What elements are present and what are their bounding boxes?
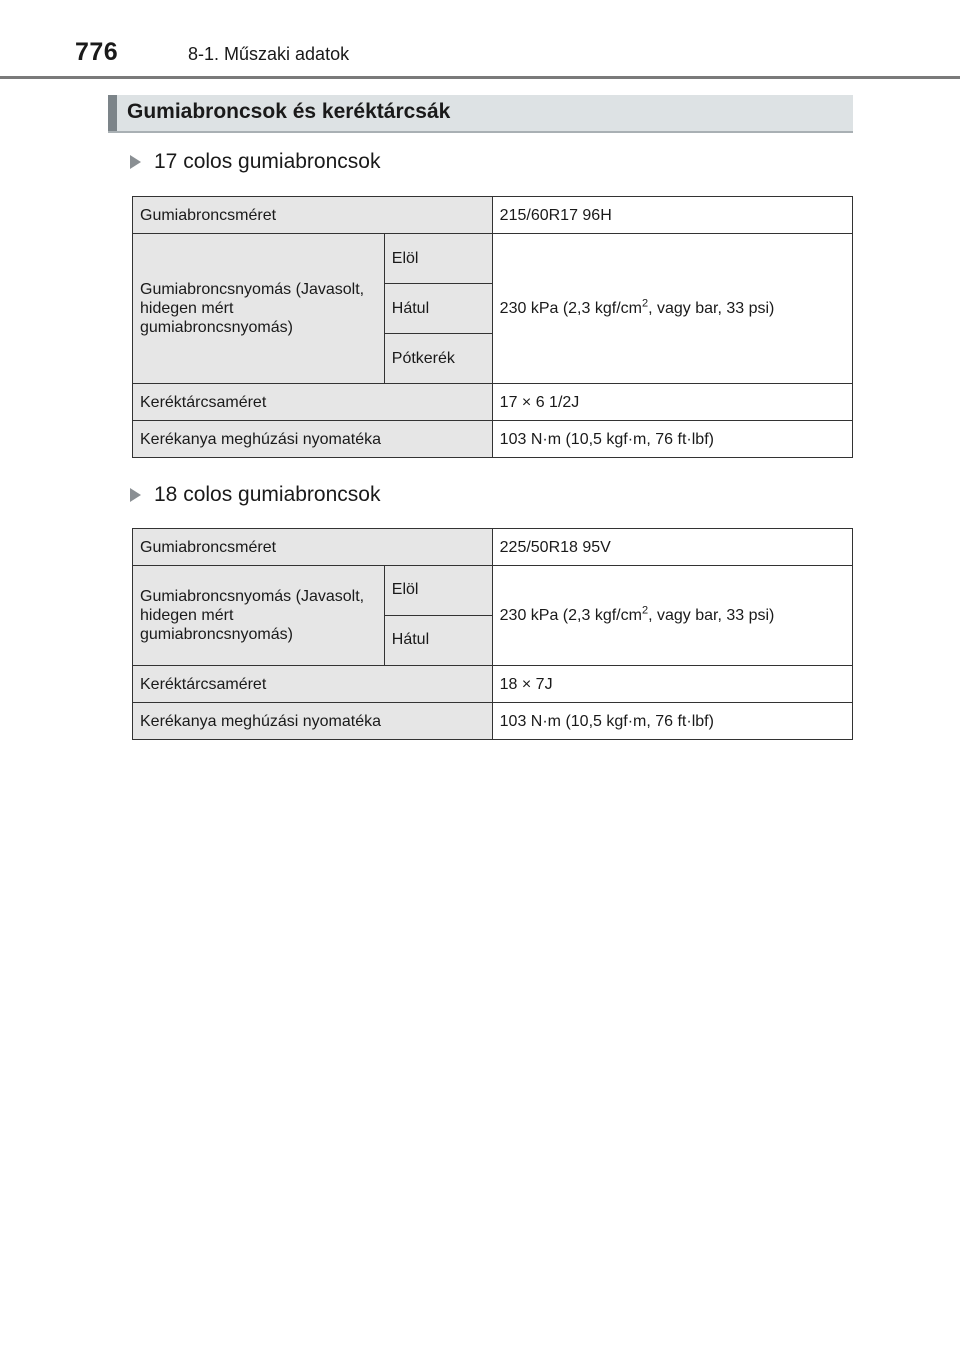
subheading-18-inch — [130, 483, 380, 507]
tire-size-label: Gumiabroncsméret — [133, 197, 493, 234]
section-title-bar — [108, 95, 853, 133]
tire-spec-table-18-inch — [132, 528, 853, 740]
section-reference: 8-1. Műszaki adatok — [188, 44, 350, 64]
wheel-size-value: 17 × 6 1/2J — [492, 384, 852, 421]
section-title: Gumiabroncsok és keréktárcsák — [127, 100, 451, 123]
pressure-value-exponent: 2 — [641, 604, 649, 617]
spare-label: Pótkerék — [384, 334, 492, 384]
page-number: 776 — [75, 38, 119, 66]
lug-nut-torque-label: Kerékanya meghúzási nyomatéka — [133, 703, 493, 740]
table-row — [133, 384, 853, 421]
rear-label: Hátul — [384, 616, 492, 666]
tire-pressure-label: Gumiabroncsnyomás (Javasolt, hidegen mért gumiabroncsnyomás) — [133, 234, 385, 384]
subheading-17-inch — [130, 150, 380, 174]
table-row — [133, 666, 853, 703]
front-label: Elöl — [384, 566, 492, 616]
table-row — [133, 234, 853, 284]
lug-nut-torque-label: Kerékanya meghúzási nyomatéka — [133, 421, 493, 458]
lug-nut-torque-value: 103 N·m (10,5 kgf·m, 76 ft·lbf) — [492, 703, 852, 740]
table-row — [133, 421, 853, 458]
front-label: Elöl — [384, 234, 492, 284]
subheading-18-inch-text: 18 colos gumiabroncsok — [154, 483, 381, 506]
wheel-size-value: 18 × 7J — [492, 666, 852, 703]
tire-pressure-value — [492, 234, 852, 384]
lug-nut-torque-value: 103 N·m (10,5 kgf·m, 76 ft·lbf) — [492, 421, 852, 458]
table-row — [133, 529, 853, 566]
rear-label: Hátul — [384, 284, 492, 334]
pressure-value-main: 230 kPa (2,3 kgf/cm — [499, 607, 642, 624]
pressure-value-rest: , vagy bar, 33 psi) — [648, 607, 775, 624]
pressure-value-exponent: 2 — [641, 297, 649, 310]
pressure-value-main: 230 kPa (2,3 kgf/cm — [499, 300, 642, 317]
tire-size-label: Gumiabroncsméret — [133, 529, 493, 566]
wheel-size-label: Keréktárcsaméret — [133, 666, 493, 703]
pressure-value-rest: , vagy bar, 33 psi) — [648, 300, 775, 317]
subheading-17-inch-text: 17 colos gumiabroncsok — [154, 150, 381, 173]
table-row — [133, 566, 853, 616]
tire-pressure-value — [492, 566, 852, 666]
page-header — [0, 0, 960, 80]
tire-pressure-label: Gumiabroncsnyomás (Javasolt, hidegen mért gumiabroncsnyomás) — [133, 566, 385, 666]
tire-size-value: 215/60R17 96H — [492, 197, 852, 234]
title-bar-accent — [108, 95, 117, 131]
tire-size-value: 225/50R18 95V — [492, 529, 852, 566]
triangle-bullet-icon — [130, 488, 141, 502]
table-row — [133, 703, 853, 740]
tire-spec-table-17-inch — [132, 196, 853, 458]
wheel-size-label: Keréktárcsaméret — [133, 384, 493, 421]
table-row — [133, 197, 853, 234]
header-divider — [0, 76, 960, 79]
triangle-bullet-icon — [130, 155, 141, 169]
